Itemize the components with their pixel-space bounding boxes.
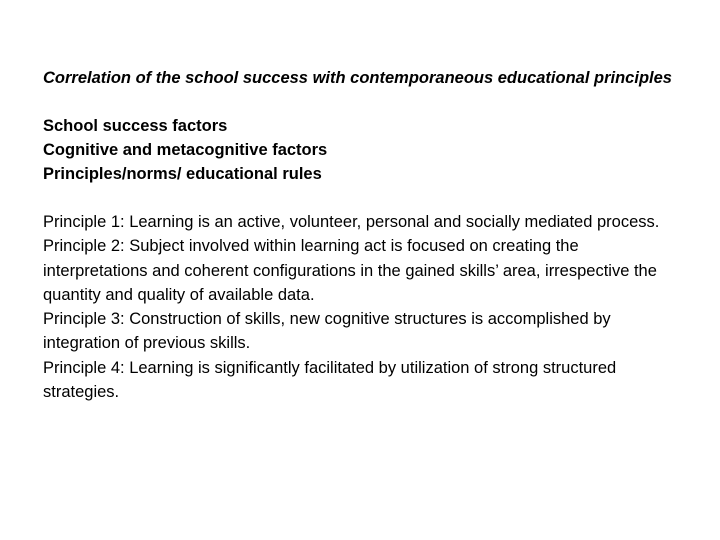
principle-item: Principle 4: Learning is significantly facilitated by utilization of strong structured strategies. xyxy=(43,358,617,402)
factors-list xyxy=(43,114,683,186)
principle-item: Principle 2: Subject involved within learning act is focused on creating the interpretations and coherent configurations in the gained skills’ area, irrespective the quantity and quality of available data. xyxy=(43,237,657,304)
principles-list xyxy=(43,210,683,404)
factor-item: Cognitive and metacognitive factors xyxy=(43,141,328,159)
slide-content xyxy=(43,66,683,404)
principle-item: Principle 1: Learning is an active, volunteer, personal and socially mediated process. xyxy=(43,213,660,231)
slide-title: Correlation of the school success with contemporaneous educational principles xyxy=(43,69,672,87)
principle-item: Principle 3: Construction of skills, new cognitive structures is accomplished by integration of previous skills. xyxy=(43,310,611,353)
factor-item: Principles/norms/ educational rules xyxy=(43,165,322,183)
factor-item: School success factors xyxy=(43,117,228,135)
